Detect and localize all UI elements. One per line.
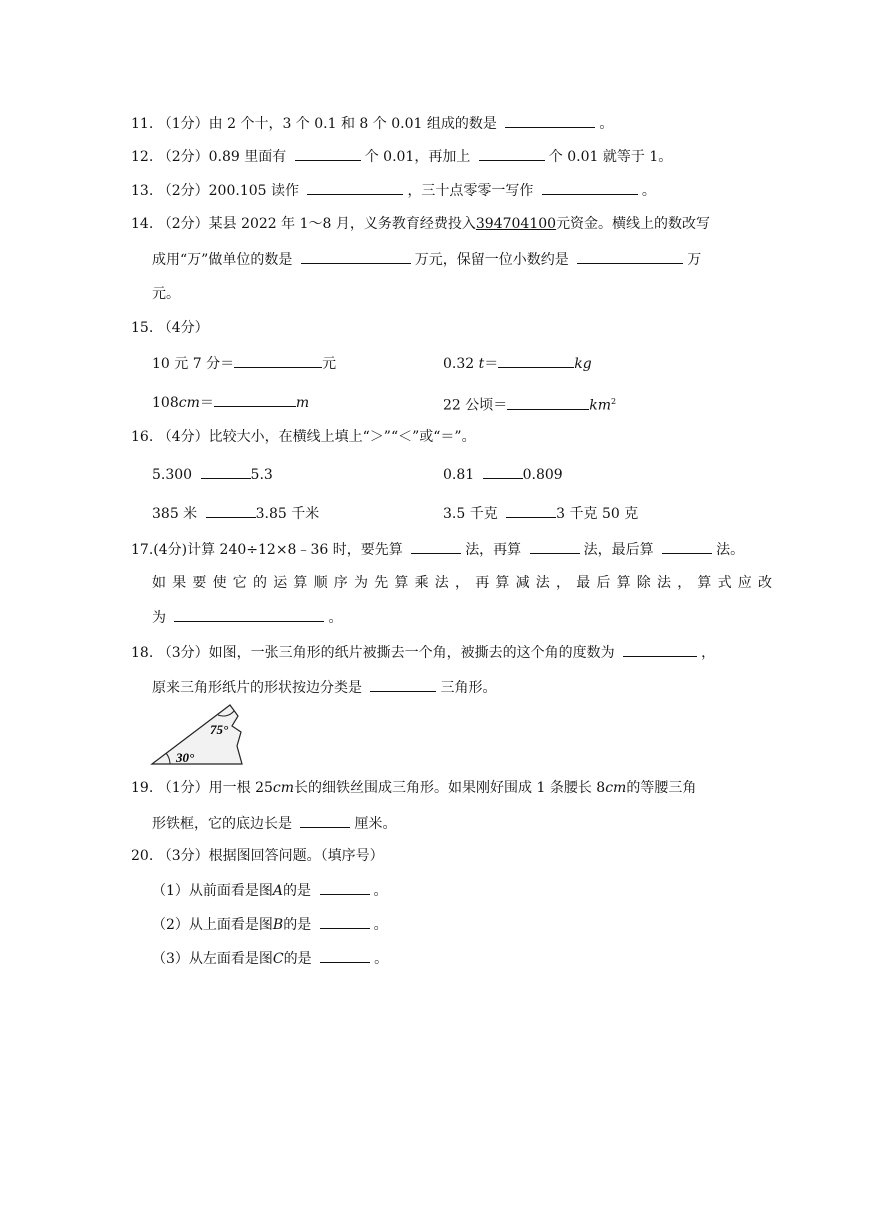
question-17: [131, 539, 744, 560]
answer-blank[interactable]: [206, 503, 256, 518]
q16-item-2: [443, 464, 563, 485]
answer-blank[interactable]: [479, 146, 545, 161]
question-11: [131, 113, 613, 134]
q-text: 万: [687, 252, 702, 268]
q-number: 16.: [131, 429, 154, 445]
torn-triangle-figure: [150, 702, 252, 768]
question-18: [131, 642, 715, 663]
answer-blank[interactable]: [577, 249, 683, 264]
q-text: ，三十点零零一写作: [407, 183, 534, 199]
q-text: 108: [152, 395, 179, 411]
q-text: 3 千克 50 克: [556, 506, 639, 522]
underlined-amount: 394704100: [475, 216, 557, 232]
q-text: 0.32: [443, 356, 475, 372]
answer-blank[interactable]: [542, 180, 638, 195]
q16-item-3: [152, 503, 319, 524]
q-text: 。: [599, 116, 614, 132]
answer-blank[interactable]: [370, 677, 436, 692]
unit: cm: [272, 780, 295, 796]
q15-item-3: [152, 392, 309, 413]
answer-blank[interactable]: [507, 395, 589, 410]
unit: cm: [178, 395, 200, 411]
q20-sub-1: [152, 880, 388, 901]
q-text: 10 元 7 分＝: [152, 356, 235, 372]
q-text: 的是: [283, 951, 312, 967]
question-14-line3: [152, 284, 180, 304]
answer-blank[interactable]: [234, 353, 322, 368]
q20-sub-2: [152, 914, 388, 935]
q-text: 根据图回答问题。（填序号）: [208, 848, 384, 864]
q-text: 法，再算: [465, 542, 522, 558]
q-text: 5.300: [152, 467, 193, 483]
answer-blank[interactable]: [623, 642, 697, 657]
q-text: 。: [641, 183, 656, 199]
q-points: （4分）: [157, 320, 209, 336]
answer-blank[interactable]: [307, 180, 403, 195]
q16-item-1: [152, 464, 273, 485]
q16-item-4: [443, 503, 638, 524]
question-17-line2: [152, 573, 778, 593]
q-number: 14.: [131, 216, 154, 232]
answer-blank[interactable]: [411, 539, 461, 554]
q-number: 20.: [131, 848, 154, 864]
q-text: ＝: [484, 356, 499, 372]
answer-blank[interactable]: [301, 249, 411, 264]
q-points: （2分）: [157, 183, 209, 199]
q20-sub-3: [152, 948, 388, 969]
q-text: （1）从前面看是图: [152, 883, 273, 899]
answer-blank[interactable]: [174, 607, 324, 622]
q-text: 长的细铁丝围成三角形。如果刚好围成 1 条腰长 8: [294, 780, 606, 796]
q-points: （2分）: [157, 149, 209, 165]
q-text: 0.81: [443, 467, 475, 483]
question-14: [131, 214, 710, 234]
q-number: 15.: [131, 320, 154, 336]
q-points: （3分）: [157, 645, 209, 661]
q-text: 。: [374, 951, 389, 967]
q-text: 的是: [283, 883, 312, 899]
q-points: (4分): [153, 542, 188, 558]
answer-blank[interactable]: [320, 880, 370, 895]
q-points: （3分）: [157, 848, 209, 864]
q-text: 用一根 25: [208, 780, 273, 796]
q15-item-4: [443, 392, 616, 416]
question-19: [131, 778, 696, 798]
q-text: 个 0.01 就等于 1。: [548, 149, 673, 165]
figure-label: A: [272, 883, 284, 899]
q-points: （2分）: [157, 216, 209, 232]
q-points: （1分）: [157, 116, 209, 132]
answer-blank[interactable]: [320, 948, 370, 963]
q-number: 17.: [131, 542, 154, 558]
q-text: 0.89 里面有: [208, 149, 287, 165]
figure-label: C: [272, 951, 284, 967]
q-text: 元资金。横线上的数改写: [556, 216, 711, 232]
q-text: ＝: [199, 395, 214, 411]
q-text: 厘米。: [354, 816, 397, 832]
unit: 元: [322, 356, 337, 372]
unit: km: [589, 397, 612, 414]
q-text: 原来三角形纸片的形状按边分类是: [152, 680, 362, 696]
q-points: （4分）: [157, 429, 209, 445]
q-text: 。: [373, 883, 388, 899]
q-text: （2）从上面看是图: [152, 917, 273, 933]
q-points: （1分）: [157, 780, 209, 796]
q-text: 如图，一张三角形的纸片被撕去一个角，被撕去的这个角的度数为: [208, 645, 615, 661]
q-text: 比较大小，在横线上填上“＞”“＜”或“＝”。: [208, 429, 476, 445]
answer-blank[interactable]: [662, 539, 712, 554]
question-18-line2: [152, 677, 496, 698]
answer-blank[interactable]: [201, 464, 251, 479]
q-text: 。: [328, 610, 343, 626]
figure-label: B: [272, 917, 284, 933]
answer-blank[interactable]: [530, 539, 580, 554]
answer-blank[interactable]: [506, 503, 556, 518]
angle-label-30: 30°: [176, 750, 195, 765]
q-number: 18.: [131, 645, 154, 661]
angle-label-75: 75°: [210, 722, 229, 737]
question-17-line3: [152, 607, 342, 628]
q-text: 三角形。: [440, 680, 497, 696]
q-text: 法。: [716, 542, 745, 558]
q-text: 万元，保留一位小数约是: [414, 252, 569, 268]
answer-blank[interactable]: [214, 392, 296, 407]
q15-item-2: [443, 353, 592, 374]
answer-blank[interactable]: [505, 113, 595, 128]
question-19-line2: [152, 813, 396, 834]
q-text: 某县 2022 年 1～8 月，义务教育经费投入: [208, 216, 476, 232]
q-text: 0.809: [522, 467, 563, 483]
q15-item-1: [152, 353, 336, 374]
unit: m: [295, 395, 310, 411]
q-text: 由 2 个十，3 个 0.1 和 8 个 0.01 组成的数是: [208, 116, 497, 132]
question-13: [131, 180, 656, 201]
answer-blank[interactable]: [300, 813, 350, 828]
answer-blank[interactable]: [498, 353, 574, 368]
q-text: 法，最后算: [583, 542, 654, 558]
q-number: 19.: [131, 780, 154, 796]
q-text: 3.5 千克: [443, 506, 498, 522]
q-text: ，: [701, 645, 716, 661]
q-text: （3）从左面看是图: [152, 951, 273, 967]
q-text: 385 米: [152, 506, 198, 522]
answer-blank[interactable]: [483, 464, 523, 479]
question-16: [131, 427, 476, 447]
question-12: [131, 146, 672, 167]
q-text: 计算 240÷12×8﹣36 时，要先算: [187, 542, 403, 558]
unit: kg: [574, 356, 592, 372]
q-text: 22 公顷＝: [443, 397, 508, 414]
q-text: 的是: [283, 917, 312, 933]
q-number: 11.: [131, 116, 154, 132]
q-text: 形铁框，它的底边长是: [152, 816, 292, 832]
q-text: 如果要使它的运算顺序为先算乘法，再算减法，最后算除法，算式应改: [152, 575, 779, 591]
question-15: [131, 318, 209, 338]
q-text: 个 0.01，再加上: [364, 149, 471, 165]
q-number: 13.: [131, 183, 154, 199]
unit: t: [478, 356, 485, 372]
answer-blank[interactable]: [295, 146, 361, 161]
q-text: 。: [373, 917, 388, 933]
q-text: 元。: [152, 286, 180, 302]
q-text: 成用“万”做单位的数是: [152, 252, 293, 268]
q-text: 为: [152, 610, 166, 626]
question-20: [131, 846, 384, 866]
unit: cm: [605, 780, 627, 796]
q-text: 3.85 千米: [255, 506, 320, 522]
q-text: 200.105 读作: [208, 183, 299, 199]
q-text: 5.3: [250, 467, 273, 483]
unit-superscript: 2: [611, 397, 617, 406]
answer-blank[interactable]: [320, 914, 370, 929]
question-14-line2: [152, 249, 701, 270]
q-number: 12.: [131, 149, 154, 165]
q-text: 的等腰三角: [626, 780, 697, 796]
